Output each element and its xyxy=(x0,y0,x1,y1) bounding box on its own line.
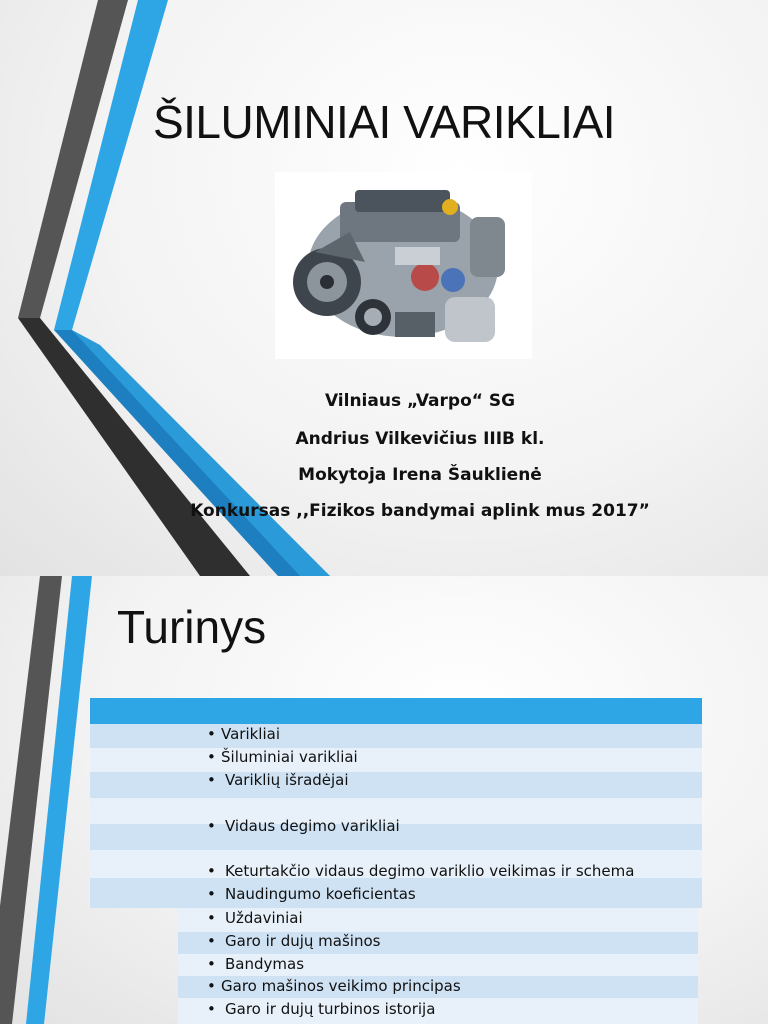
teacher-line: Mokytoja Irena Šauklienė xyxy=(298,465,542,485)
slide-title: Turinys xyxy=(117,601,267,653)
list-item: • Garo ir dujų turbinos istorija xyxy=(207,1000,436,1018)
list-item: • Variklių išradėjai xyxy=(207,771,349,789)
engine-image xyxy=(275,172,532,359)
list-item: • Bandymas xyxy=(207,955,305,973)
author-line: Andrius Vilkevičius IIIB kl. xyxy=(295,429,545,449)
contest-line: Konkursas ,,Fizikos bandymai aplink mus 2017” xyxy=(190,501,650,521)
table-row xyxy=(90,724,702,748)
list-item: • Naudingumo koeficientas xyxy=(207,885,416,903)
list-item: • Keturtakčio vidaus degimo variklio veikimas ir schema xyxy=(207,862,635,880)
list-item: • Uždaviniai xyxy=(207,909,303,927)
list-item: • Šiluminiai varikliai xyxy=(207,748,358,766)
list-item: • Vidaus degimo varikliai xyxy=(207,817,400,835)
table-row xyxy=(90,772,702,798)
slide-title: ŠILUMINIAI VARIKLIAI xyxy=(152,96,616,148)
table-row xyxy=(90,748,702,772)
contents-slide xyxy=(0,576,768,1024)
list-item: • Garo mašinos veikimo principas xyxy=(207,977,461,995)
list-item: • Varikliai xyxy=(207,725,281,743)
school-line: Vilniaus „Varpo“ SG xyxy=(324,391,516,411)
list-item: • Garo ir dujų mašinos xyxy=(207,932,381,950)
table-header xyxy=(90,698,702,724)
